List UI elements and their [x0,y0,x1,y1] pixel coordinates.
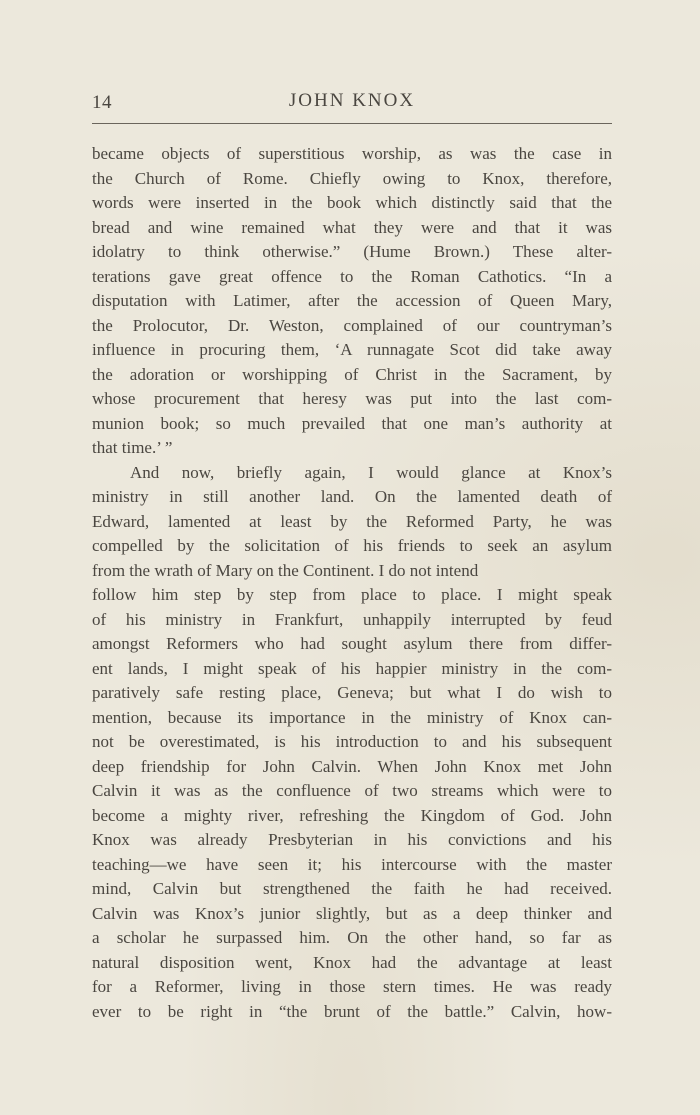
text-line: disputation with Latimer, after the accession of Queen Mary, [92,291,612,310]
header-rule [92,123,612,124]
text-line: the Prolocutor, Dr. Weston, complained of our countryman’s [92,315,612,335]
text-line: bread and wine remained what they were and that it was [92,217,612,237]
text-line: compelled by the solicitation of his friends to seek an asylum [92,536,612,555]
text-line: become a mighty river, refreshing the Kingdom of God. John [92,805,612,825]
text-line: mind, Calvin but strengthened the faith he had received. [92,879,612,898]
text-line: Calvin was Knox’s junior slightly, but as a deep thinker and [92,903,612,923]
text-line: a scholar he surpassed him. On the other hand, so far as [92,928,612,947]
page-number: 14 [92,92,112,113]
text-line: words were inserted in the book which distinctly said that the [92,193,612,212]
paragraph-end-line: that time.’ ” [92,438,173,457]
text-line: became objects of superstitious worship, as was the case in [92,144,612,163]
text-line: ent lands, I might speak of his happier ministry in the com- [92,658,612,678]
text-line: munion book; so much prevailed that one man’s authority at [92,413,612,433]
text-line: of his ministry in Frankfurt, unhappily interrupted by feud [92,609,612,629]
text-line: idolatry to think otherwise.” (Hume Brown.) These alter- [92,242,612,261]
text-line: not be overestimated, is his introduction to and his subsequent [92,732,612,751]
text-line: the Church of Rome. Chiefly owing to Knox, therefore, [92,168,612,188]
text-line: follow him step by step from place to place. I might speak [92,585,612,604]
text-line: ever to be right in “the brunt of the battle.” Calvin, how- [92,1001,612,1021]
text-line: Knox was already Presbyterian in his convictions and his [92,830,612,849]
text-line: the adoration or worshipping of Christ in the Sacrament, by [92,364,612,384]
page-header [92,88,612,118]
text-line: Edward, lamented at least by the Reformed Party, he was [92,511,612,531]
text-line: whose procurement that heresy was put into the last com- [92,389,612,408]
text-line: paratively safe resting place, Geneva; but what I do wish to [92,683,612,702]
text-line: ministry in still another land. On the lamented death of [92,487,612,506]
text-line: teaching—we have seen it; his intercourse with the master [92,854,612,874]
body-text [92,142,612,1024]
text-line: for a Reformer, living in those stern times. He was ready [92,977,612,996]
running-head: JOHN KNOX [288,90,416,111]
text-line: deep friendship for John Calvin. When John Knox met John [92,756,612,776]
text-line: amongst Reformers who had sought asylum there from differ- [92,634,612,653]
text-line: natural disposition went, Knox had the advantage at least [92,952,612,972]
text-line: from the wrath of Mary on the Continent. I do not intend [92,560,479,580]
paragraph-start-line: And now, briefly again, I would glance at Knox’s [130,462,612,482]
text-line: Calvin it was as the confluence of two streams which were to [92,781,612,800]
text-line: terations gave great offence to the Roman Cathotics. “In a [92,266,612,286]
text-line: influence in procuring them, ‘A runnagate Scot did take away [92,340,612,359]
text-line: mention, because its importance in the ministry of Knox can- [92,707,612,727]
